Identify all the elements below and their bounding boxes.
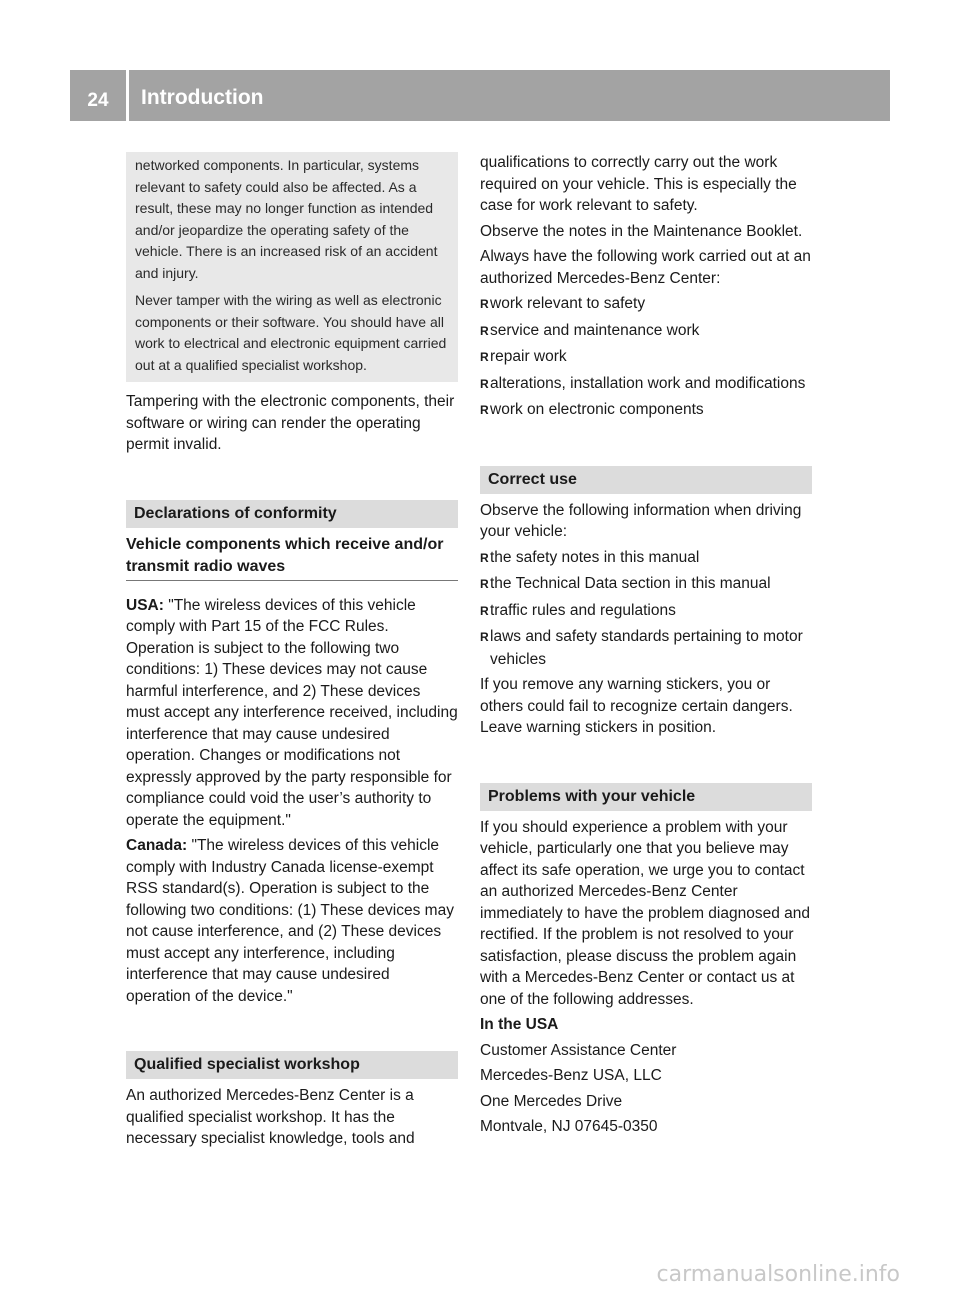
page-number: 24: [87, 89, 109, 111]
bullet-icon: R: [480, 577, 489, 591]
correct-use-closing: If you remove any warning stickers, you or others could fail to recognize certain dangers. Leave warning stickers in position.: [480, 676, 793, 736]
warning-paragraph: Never tamper with the wiring as well as electronic components or their software. You should have all work to electrical and electronic equipment carried out at a qualified specialist workshop.: [135, 292, 447, 373]
bullet-icon: R: [480, 603, 489, 618]
correct-use-list: [480, 547, 812, 671]
continuation-text: qualifications to correctly carry out the work required on your vehicle. This is especially the case for work relevant to safety.: [480, 154, 797, 214]
page-title: Introduction: [141, 86, 264, 109]
list-item: Rtraffic rules and regulations: [480, 600, 812, 623]
list-item: Rthe safety notes in this manual: [480, 547, 812, 570]
canada-label: Canada:: [126, 837, 188, 854]
section-heading-workshop: Qualified specialist workshop: [126, 1051, 458, 1079]
list-item: Rservice and maintenance work: [480, 320, 812, 343]
work-list: [480, 293, 812, 422]
list-item: Rthe Technical Data section in this manual: [480, 573, 812, 596]
section-heading-problems: Problems with your vehicle: [480, 783, 812, 811]
tampering-text: Tampering with the electronic components, their software or wiring can render the operating permit invalid.: [126, 393, 455, 453]
always-text: Always have the following work carried out at an authorized Mercedes-Benz Center:: [480, 248, 811, 287]
list-item: Rwork on electronic components: [480, 399, 812, 422]
canada-declaration: [126, 835, 458, 1007]
list-item: Rrepair work: [480, 346, 812, 369]
list-item: Rlaws and safety standards pertaining to motor vehicles: [480, 628, 803, 668]
left-column: [126, 152, 458, 1154]
header-divider: [126, 70, 129, 121]
bullet-icon: R: [480, 323, 489, 338]
usa-text: "The wireless devices of this vehicle comply with Part 15 of the FCC Rules. Operation is subject to the following two conditions: 1) These devices may not cause harmful interference, and 2) These devices must accept any interference received, including interference that may cause undesired operation. Changes or modifications not expressly approved by the party responsible for compliance could void the user’s authority to operate the equipment.": [126, 596, 458, 829]
section-heading-declarations: Declarations of conformity: [126, 500, 458, 528]
warning-box: [126, 152, 458, 382]
usa-address-heading: In the USA: [480, 1016, 559, 1033]
problems-text: If you should experience a problem with your vehicle, particularly one that you believe may affect its safe operation, we urge you to contact an authorized Mercedes-Benz Center immediately to have the problem diagnosed and rectified. If the problem is not resolved to your satisfaction, please discuss the problem again with a Mercedes-Benz Center or contact us at one of the following addresses.: [480, 818, 811, 1008]
usa-label: USA:: [126, 596, 164, 614]
canada-text: "The wireless devices of this vehicle comply with Industry Canada license-exempt RSS standard(s). Operation is subject to the following two conditions: (1) These devices may not cause interference, and (2) These devices must accept any interference, including interference that may cause undesired operation of the device.": [126, 837, 454, 1005]
bullet-icon: R: [480, 550, 489, 565]
address-line: Customer Assistance Center: [480, 1041, 677, 1059]
address-line: One Mercedes Drive: [480, 1092, 623, 1110]
section-heading-correct-use: Correct use: [480, 466, 812, 494]
bullet-icon: R: [480, 403, 489, 417]
bullet-icon: R: [480, 630, 489, 644]
address-line: Montvale, NJ 07645-0350: [480, 1118, 658, 1135]
maintenance-note: Observe the notes in the Maintenance Booklet.: [480, 222, 803, 240]
warning-paragraph: networked components. In particular, systems relevant to safety could also be affected. As a result, these may no longer function as intended and/or jeopardize the operating safety of the vehicle. There is an increased risk of an accident and injury.: [135, 157, 438, 281]
correct-use-intro: Observe the following information when driving your vehicle:: [480, 501, 802, 540]
bullet-icon: R: [480, 350, 489, 364]
right-column: [480, 152, 812, 1142]
watermark: carmanualsonline.info: [656, 1262, 900, 1287]
workshop-text: An authorized Mercedes-Benz Center is a qualified specialist workshop. It has the necessary specialist knowledge, tools and: [126, 1087, 415, 1147]
bullet-icon: R: [480, 297, 489, 311]
subheading-radio-components: Vehicle components which receive and/or transmit radio waves: [126, 534, 458, 581]
address-line: Mercedes-Benz USA, LLC: [480, 1067, 662, 1084]
list-item: Ralterations, installation work and modifications: [480, 373, 812, 396]
bullet-icon: R: [480, 376, 489, 391]
usa-declaration: [126, 595, 458, 832]
list-item: Rwork relevant to safety: [480, 293, 812, 316]
